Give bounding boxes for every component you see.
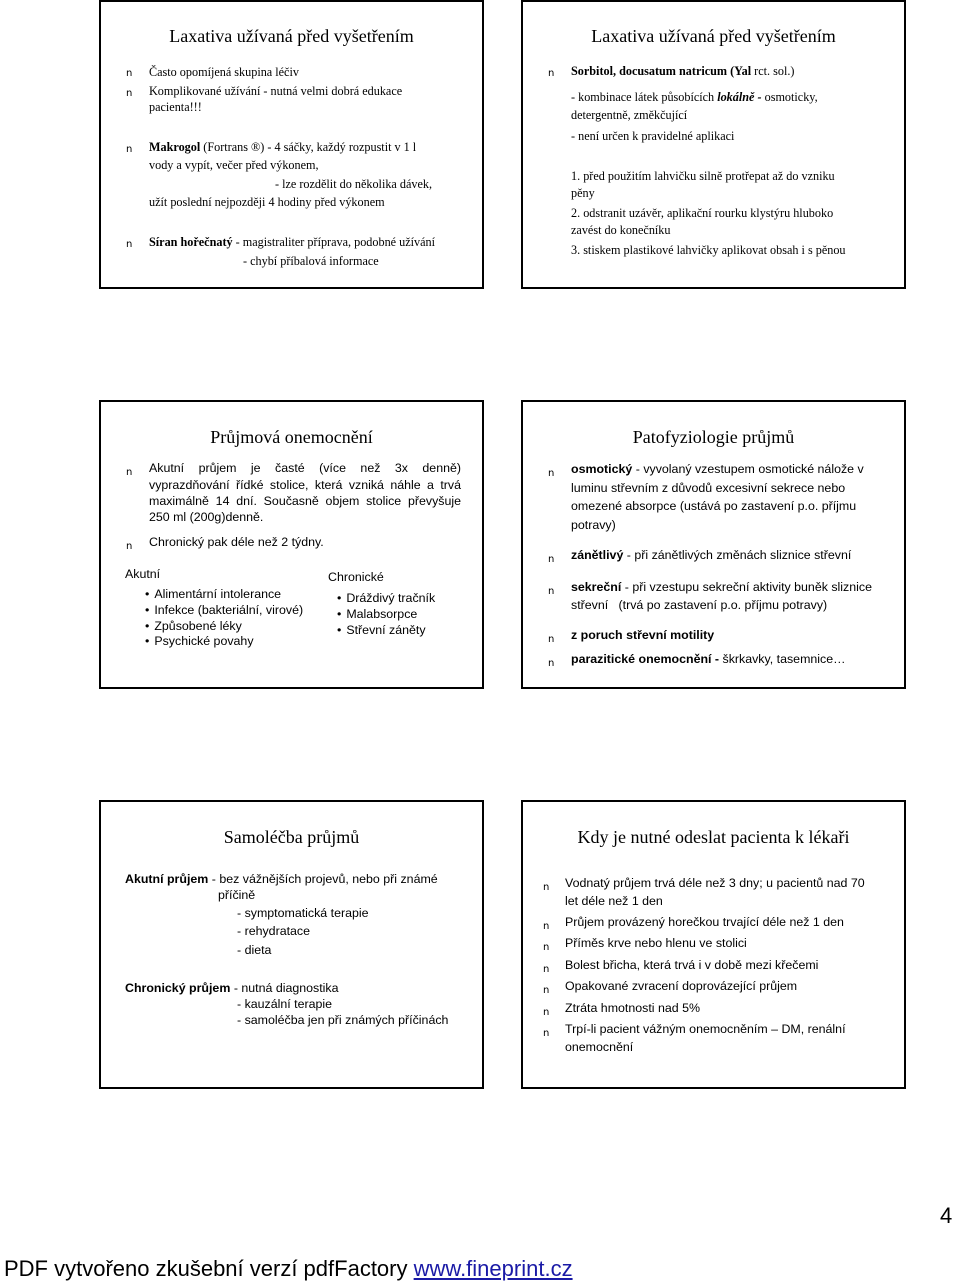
bullet-marker: n <box>543 1007 550 1018</box>
text-fragment: - vyvolaný vzestupem osmotické nálože v <box>635 462 864 476</box>
text-line: 250 ml (200g)denně. <box>149 510 264 524</box>
text-fragment: - magistraliter příprava, podobné užívání <box>235 235 436 249</box>
bullet-marker: n <box>548 468 555 479</box>
bullet-marker: n <box>548 68 555 79</box>
footer <box>4 1256 573 1282</box>
text-line: pacienta!!! <box>149 100 202 114</box>
text-fragment: - bez vážnějších projevů, nebo při známé <box>211 872 438 886</box>
bullet-marker: n <box>543 985 550 996</box>
slide-title: Patofyziologie průjmů <box>632 427 795 447</box>
text-fragment: rct. sol.) <box>754 64 795 78</box>
text-line <box>571 89 818 106</box>
text-line <box>571 548 851 562</box>
drug-name: Síran hořečnatý <box>149 235 233 249</box>
text-line: omezené absorpce (ustává po zastavení p.o. příjmu <box>571 499 857 513</box>
text-fragment: - kombinace látek působících <box>571 90 715 104</box>
list-item: • Střevní záněty <box>337 623 426 637</box>
text-line: - kauzální terapie <box>237 997 333 1011</box>
text-line: - dieta <box>237 943 272 957</box>
bullet-marker: n <box>543 942 550 953</box>
term: z poruch střevní motility <box>571 628 715 642</box>
text-line: maximálně 14 dní. Současně objem stolice převyšuje <box>149 494 461 508</box>
text-line: Akutní průjem je časté (více než 3x denně) <box>149 461 461 475</box>
bullet-marker: n <box>543 882 550 893</box>
emphasis-text: lokálně - <box>717 90 762 104</box>
text-line: - lze rozdělit do několika dávek, <box>275 177 433 191</box>
text-line: Průjem provázený horečkou trvající déle než 1 den <box>565 915 844 929</box>
text-line <box>149 139 416 156</box>
bullet-marker: n <box>126 144 133 155</box>
text-line: zavést do konečníku <box>571 223 671 237</box>
list-item: • Infekce (bakteriální, virové) <box>145 603 303 617</box>
text-line: Často opomíjená skupina léčiv <box>149 65 299 79</box>
bullet-marker: n <box>548 586 555 597</box>
column-heading: Chronické <box>328 570 384 584</box>
text-line <box>125 981 339 995</box>
text-line <box>571 580 872 594</box>
page-number: 4 <box>940 1203 953 1228</box>
text-line: let déle než 1 den <box>565 894 663 908</box>
slide-laxativa-2 <box>521 0 906 289</box>
bullet-marker: n <box>126 88 133 99</box>
text-line: Příměs krve nebo hlenu ve stolici <box>565 936 747 950</box>
text-line <box>571 63 794 80</box>
text-line: - není určen k pravidelné aplikaci <box>571 129 735 143</box>
text-line <box>149 234 435 251</box>
term: parazitické onemocnění - <box>571 652 720 666</box>
slide-kdy-odeslat <box>521 800 906 1089</box>
list-item: • Dráždivý tračník <box>337 591 435 605</box>
slide-title: Průjmová onemocnění <box>210 427 373 447</box>
footer-text: PDF vytvořeno zkušební verzí pdfFactory <box>4 1256 408 1281</box>
text-line: užít poslední nejpozději 4 hodiny před výkonem <box>149 195 385 209</box>
bullet-marker: n <box>543 921 550 932</box>
text-line: Bolest břicha, která trvá i v době mezi křečemi <box>565 958 819 972</box>
text-line <box>571 652 846 666</box>
text-line <box>571 628 714 642</box>
list-item: • Způsobené léky <box>145 619 242 633</box>
slide-samolecba <box>99 800 484 1089</box>
text-line: - symptomatická terapie <box>237 906 369 920</box>
text-line: Chronický pak déle než 2 týdny. <box>149 535 324 549</box>
bullet-marker: n <box>126 467 133 478</box>
drug-name: Sorbitol, docusatum natricum (Yal <box>571 64 752 78</box>
list-item: • Psychické povahy <box>145 634 254 648</box>
bullet-marker: n <box>548 554 555 565</box>
term: Chronický průjem <box>125 981 231 995</box>
slide-patofyziologie <box>521 400 906 689</box>
term: zánětlivý <box>571 548 624 562</box>
text-line: - chybí příbalová informace <box>243 254 379 268</box>
bullet-marker: n <box>548 634 555 645</box>
text-line: Komplikované užívání - nutná velmi dobrá edukace <box>149 84 403 98</box>
text-fragment: - při zánětlivých změnách sliznice střevní <box>626 548 852 562</box>
footer-link[interactable]: www.fineprint.cz <box>413 1256 573 1281</box>
text-line: příčině <box>218 888 256 902</box>
text-fragment: škrkavky, tasemnice… <box>722 652 846 666</box>
text-line: Opakované zvracení doprovázející průjem <box>565 979 798 993</box>
text-line: Ztráta hmotnosti nad 5% <box>565 1001 700 1015</box>
bullet-marker: n <box>543 1028 550 1039</box>
text-line: pěny <box>571 186 595 200</box>
bullet-marker: n <box>543 964 550 975</box>
text-line: 1. před použitím lahvičku silně protřepat až do vzniku <box>571 169 835 183</box>
text-line: onemocnění <box>565 1040 634 1054</box>
text-line: - samoléčba jen při známých příčinách <box>237 1013 449 1027</box>
drug-name: Makrogol <box>149 140 201 154</box>
term: sekreční <box>571 580 622 594</box>
text-line: - rehydratace <box>237 924 311 938</box>
list-item: • Alimentární intolerance <box>145 587 281 601</box>
text-line: Vodnatý průjem trvá déle než 3 dny; u pacientů nad 70 <box>565 876 865 890</box>
slide-title: Laxativa užívaná před vyšetřením <box>591 26 836 46</box>
slide-title: Samoléčba průjmů <box>223 827 360 847</box>
text-line <box>571 462 864 476</box>
slide-title: Kdy je nutné odeslat pacienta k lékaři <box>577 827 850 847</box>
text-line: 2. odstranit uzávěr, aplikační rourku klystýru hluboko <box>571 206 834 220</box>
text-line: Trpí-li pacient vážným onemocněním – DM, renální <box>565 1022 846 1036</box>
text-fragment: osmoticky, <box>764 90 818 104</box>
text-fragment: - nutná diagnostika <box>233 981 339 995</box>
text-fragment: - při vzestupu sekreční aktivity buněk sliznice <box>624 580 872 594</box>
text-fragment: (Fortrans ®) - 4 sáčky, každý rozpustit v 1 l <box>203 140 417 154</box>
bullet-marker: n <box>126 541 133 552</box>
text-line: vody a vypít, večer před výkonem, <box>149 158 319 172</box>
text-line <box>125 872 438 886</box>
slide-title: Laxativa užívaná před vyšetřením <box>169 26 414 46</box>
text-line: 3. stiskem plastikové lahvičky aplikovat obsah i s pěnou <box>571 243 846 257</box>
text-line: potravy) <box>571 518 616 532</box>
bullet-marker: n <box>548 658 555 669</box>
term: Akutní průjem <box>125 872 209 886</box>
text-line: vyprazdňování řídké stolice, která vzniká náhle a trvá <box>149 478 461 492</box>
slide-laxativa-1 <box>99 0 484 289</box>
column-heading: Akutní <box>125 567 161 581</box>
list-item: • Malabsorpce <box>337 607 417 621</box>
term: osmotický <box>571 462 633 476</box>
slide-prujmova-onemocneni <box>99 400 484 689</box>
bullet-marker: n <box>126 239 133 250</box>
text-line: detergentně, změkčující <box>571 108 688 122</box>
bullet-marker: n <box>126 68 133 79</box>
text-line: střevní (trvá po zastavení p.o. příjmu potravy) <box>571 598 828 612</box>
text-line: luminu střevním z důvodů excesivní sekrece nebo <box>571 481 846 495</box>
